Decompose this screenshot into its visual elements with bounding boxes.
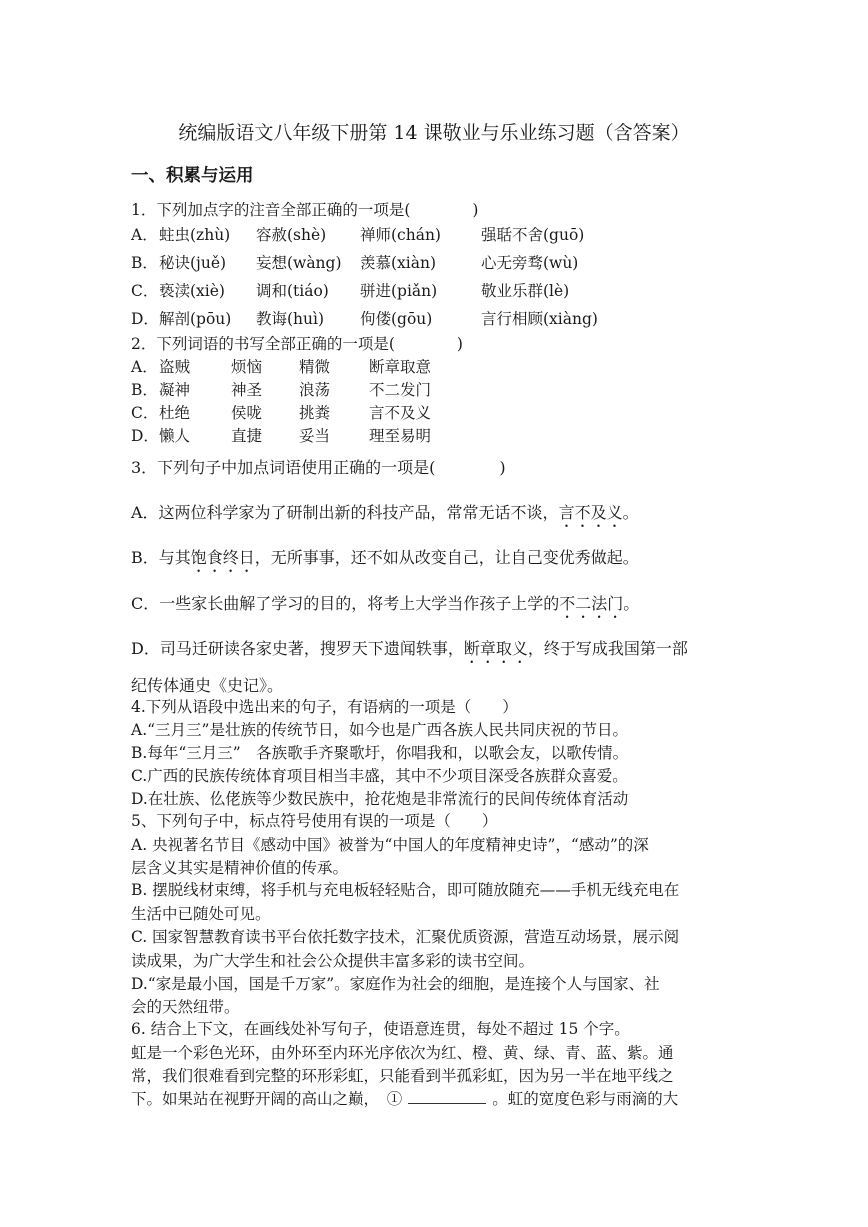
q4-option-b: B.每年“三月三” 各族歌手齐聚歌圩，你唱我和，以歌会友，以歌传情。 bbox=[131, 744, 629, 762]
q5-option-b: B. 摆脱线材束缚，将手机与充电板轻轻贴合，即可随放随充——手机无线充电在 bbox=[131, 881, 680, 899]
q3-stem: 3．下列句子中加点词语使用正确的一项是( ) bbox=[131, 458, 506, 477]
q1-stem: 1．下列加点字的注音全部正确的一项是( ) bbox=[131, 201, 479, 219]
q4-option-d: D.在壮族、仫佬族等少数民族中，抢花炮是非常流行的民间传统体育活动 bbox=[131, 790, 629, 808]
q4-option-c: C.广西的民族传统体育项目相当丰盛，其中不少项目深受各族群众喜爱。 bbox=[131, 767, 628, 785]
answer-blank[interactable] bbox=[408, 1089, 486, 1104]
q4-stem: 4.下列从语段中选出来的句子，有语病的一项是（ ） bbox=[131, 698, 518, 716]
q5-stem: 5、下列句子中，标点符号使用有误的一项是（ ） bbox=[131, 812, 498, 830]
q4-option-a: A.“三月三”是壮族的传统节日，如今也是广西各族人民共同庆祝的节日。 bbox=[131, 721, 628, 739]
q5-option-a-cont: 层含义其实是精神价值的传承。 bbox=[131, 859, 349, 877]
q6-passage-line3: 下。如果站在视野开阔的高山之巅， ① 。虹的宽度色彩与雨滴的大 bbox=[131, 1090, 679, 1108]
emphasized-phrase: 言不及义 bbox=[558, 503, 623, 522]
emphasized-phrase: 断章取义 bbox=[463, 639, 528, 658]
q5-option-c-cont: 读成果，为广大学生和社会公众提供丰富多彩的读书空间。 bbox=[131, 952, 535, 970]
q3-option-b: B．与其饱食终日，无所事事，还不如从改变自己，让自己变优秀做起。 bbox=[131, 548, 639, 567]
q5-option-d-cont: 会的天然纽带。 bbox=[131, 998, 240, 1016]
q5-option-c: C. 国家智慧教育读书平台依托数字技术，汇聚优质资源，营造互动场景，展示阅 bbox=[131, 928, 680, 946]
q3-option-c: C．一些家长曲解了学习的目的，将考上大学当作孩子上学的不二法门。 bbox=[131, 594, 640, 613]
q2-stem: 2．下列词语的书写全部正确的一项是( ) bbox=[131, 335, 463, 353]
emphasized-phrase: 不二法门 bbox=[559, 594, 624, 613]
q3-option-d: D．司马迁研读各家史著，搜罗天下遗闻轶事，断章取义，终于写成我国第一部 bbox=[131, 639, 688, 658]
q6-stem: 6. 结合上下文，在画线处补写句子，使语意连贯，每处不超过 15 个字。 bbox=[131, 1020, 630, 1038]
emphasized-phrase: 饱食终日 bbox=[190, 548, 255, 567]
q6-passage-line1: 虹是一个彩色光环，由外环至内环光序依次为红、橙、黄、绿、青、蓝、紫。通 bbox=[131, 1044, 674, 1062]
section-heading: 一、积累与运用 bbox=[131, 166, 254, 186]
q5-option-a: A. 央视著名节目《感动中国》被誉为“中国人的年度精神史诗”，“感动”的深 bbox=[131, 836, 649, 854]
q3-option-d-continued: 纪传体通史《史记》。 bbox=[131, 676, 284, 695]
q5-option-b-cont: 生活中已随处可见。 bbox=[131, 905, 271, 923]
q6-passage-line2: 常，我们很难看到完整的环形彩虹，只能看到半孤彩虹，因为另一半在地平线之 bbox=[131, 1067, 674, 1085]
q5-option-d: D.“家是最小国，国是千万家”。家庭作为社会的细胞，是连接个人与国家、社 bbox=[131, 975, 660, 993]
q3-option-a: A．这两位科学家为了研制出新的科技产品，常常无话不谈，言不及义。 bbox=[131, 503, 639, 522]
document-title: 统编版语文八年级下册第 14 课敬业与乐业练习题（含答案） bbox=[178, 122, 690, 144]
